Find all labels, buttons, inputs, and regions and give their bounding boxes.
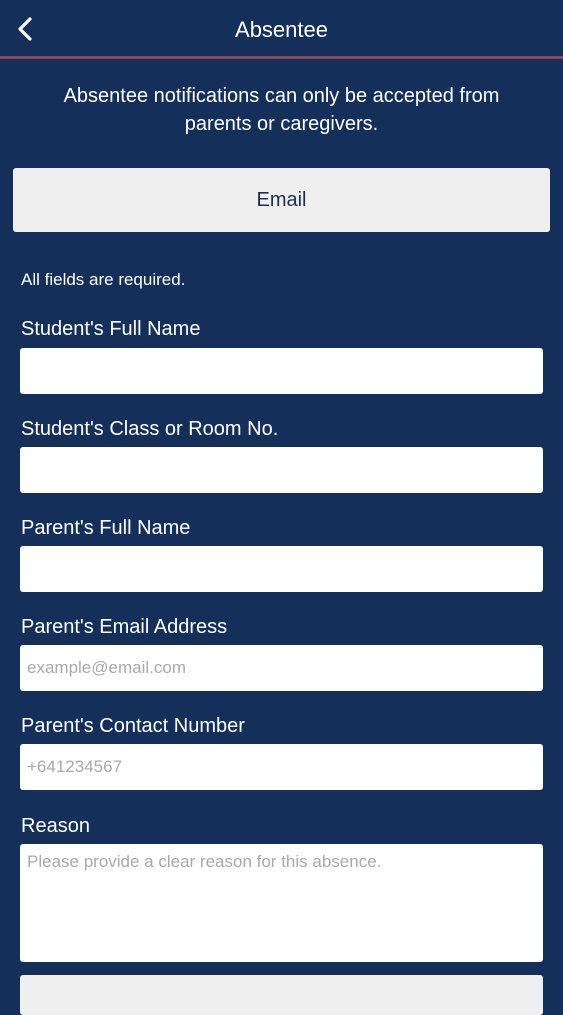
header-bar — [0, 0, 563, 56]
header-divider — [0, 56, 563, 59]
reason-label: Reason — [21, 815, 90, 837]
parent-email-field[interactable] — [20, 645, 543, 691]
parent-name-label: Parent's Full Name — [21, 517, 191, 539]
intro-text: Absentee notifications can only be accepted from parents or caregivers. — [63, 85, 500, 135]
page-title: Absentee — [235, 17, 328, 42]
student-class-label: Student's Class or Room No. — [21, 418, 279, 440]
student-class-field[interactable] — [20, 447, 543, 493]
parent-phone-label: Parent's Contact Number — [21, 715, 245, 737]
parent-email-label: Parent's Email Address — [21, 616, 228, 638]
parent-name-field[interactable] — [20, 546, 543, 592]
required-note: All fields are required. — [21, 270, 186, 289]
reason-field[interactable] — [20, 844, 543, 962]
submit-button[interactable] — [20, 975, 543, 1015]
student-name-label: Student's Full Name — [21, 318, 201, 340]
email-button[interactable]: Email — [13, 168, 550, 232]
student-name-field[interactable] — [20, 348, 543, 394]
parent-phone-field[interactable] — [20, 744, 543, 790]
